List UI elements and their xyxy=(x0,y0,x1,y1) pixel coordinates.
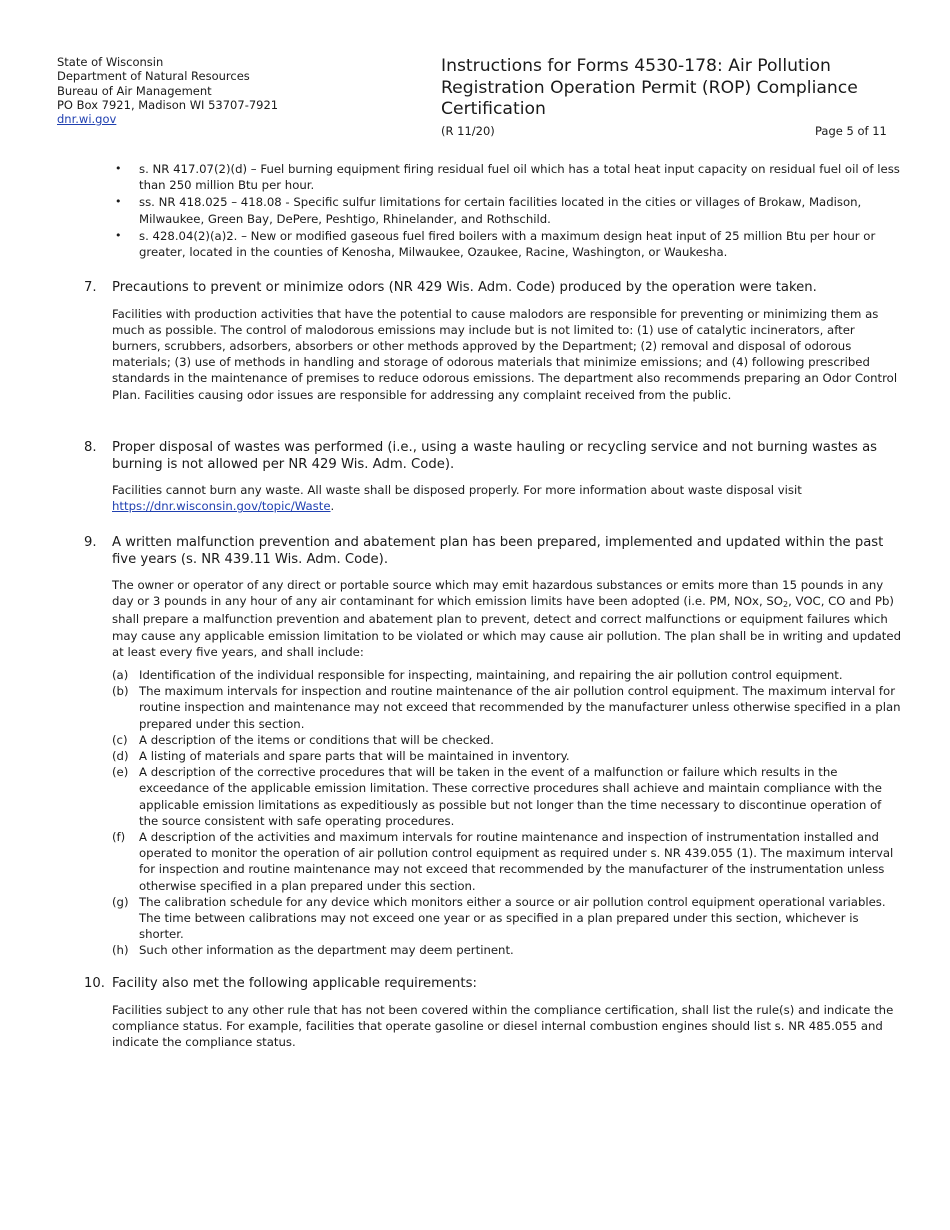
section-heading: Facility also met the following applicable requirements: xyxy=(112,976,477,991)
subscript-two: 2 xyxy=(783,600,789,610)
section-heading: A written malfunction prevention and abatement plan has been prepared, implemented and updated within the past five years (s. NR 439.11 Wis. Adm. Code). xyxy=(112,535,884,567)
link-suffix: . xyxy=(330,499,335,514)
section-body xyxy=(112,482,904,514)
section-heading: Proper disposal of wastes was performed (i.e., using a waste hauling or recycling service and not burning wastes as burning is not allowed per NR 429 Wis. Adm. Code). xyxy=(112,440,878,472)
plan-requirement-item xyxy=(112,942,904,958)
item-text: A description of the activities and maximum intervals for routine maintenance and inspection of instrumentation installed and operated to monitor the operation of air pollution control equipment as required under s. NR 439.055 (1). The maximum interval for inspection and routine maintenance may not exceed that recommended by the manufacturer of the instrumentation unless otherwise specified in a plan prepared under this section. xyxy=(139,830,894,893)
plan-requirement-item xyxy=(112,667,904,683)
item-text: A listing of materials and spare parts that will be maintained in inventory. xyxy=(139,749,570,764)
page-number: Page 5 of 11 xyxy=(815,124,887,138)
item-letter: (c) xyxy=(112,732,128,747)
section-body-text: The owner or operator of any direct or portable source which may emit hazardous substances or emits more than 15 pounds in any day or 3 pounds in any hour of any air contaminant for which emission limits have been adopted (i.e. PM, NOx, SO xyxy=(112,578,884,609)
agency-line-state: State of Wisconsin xyxy=(57,55,164,69)
section-number: 9. xyxy=(84,535,97,550)
plan-requirement-item xyxy=(112,683,904,732)
section-number: 10. xyxy=(84,976,105,991)
agency-line-department: Department of Natural Resources xyxy=(57,69,250,84)
agency-address-block xyxy=(57,55,278,126)
plan-requirement-item xyxy=(112,829,904,894)
item-letter: (d) xyxy=(112,749,129,764)
section-9 xyxy=(84,535,904,959)
bullet-item: • ss. NR 418.025 – 418.08 - Specific sulfur limitations for certain facilities located in the cities or villages of Brokaw, Madison, Milwaukee, Green Bay, DePere, Peshtigo, Rhinelander, and Rothschild. xyxy=(115,194,905,226)
section-number: 8. xyxy=(84,440,97,455)
item-text: The calibration schedule for any device which monitors either a source or air pollution control equipment operational variables. The time between calibrations may not exceed one year or as specified in a plan prepared under this section, whichever is shorter. xyxy=(139,894,886,942)
section-body xyxy=(112,577,904,660)
plan-requirements-list xyxy=(112,667,904,959)
section-heading: Precautions to prevent or minimize odors (NR 429 Wis. Adm. Code) produced by the operation were taken. xyxy=(112,280,817,295)
agency-line-bureau: Bureau of Air Management xyxy=(57,83,212,98)
bullet-item: • s. 428.04(2)(a)2. – New or modified gaseous fuel fired boilers with a maximum design heat input of 25 million Btu per hour or greater, located in the counties of Kenosha, Milwaukee, Ozaukee, Racine, Washington, or Waukesha. xyxy=(115,228,905,260)
section-body-text-cont: , VOC, CO and Pb) shall prepare a malfunction prevention and abatement plan to prevent, detect and correct malfunctions or equipment failures which may cause any applicable emission limitation to be violated or which may cause air pollution. The plan shall be in writing and updated at least every five years, and shall include: xyxy=(112,594,901,659)
item-text: Identification of the individual responsible for inspecting, maintaining, and repairing the air pollution control equipment. xyxy=(139,668,843,683)
section-body-text: Facilities cannot burn any waste. All waste shall be disposed properly. For more information about waste disposal visit xyxy=(112,483,802,497)
item-letter: (b) xyxy=(112,684,129,699)
item-text: A description of the corrective procedures that will be taken in the event of a malfunction or failure which results in the exceedance of the applicable emission limitation. These corrective procedures shall achieve and maintain compliance with the applicable emission limitations as expeditiously as possible but not longer than the time necessary to discontinue operation of the source consistent with safe operating procedures. xyxy=(139,765,882,828)
item-letter: (g) xyxy=(112,894,129,909)
section-8 xyxy=(84,440,904,514)
bullet-item: • s. NR 417.07(2)(d) – Fuel burning equipment firing residual fuel oil which has a total heat input capacity on residual fuel oil of less than 250 million Btu per hour. xyxy=(115,161,905,193)
item-letter: (a) xyxy=(112,668,129,683)
item-text: Such other information as the department may deem pertinent. xyxy=(139,943,514,958)
item-letter: (e) xyxy=(112,765,129,780)
website-link[interactable]: dnr.wi.gov xyxy=(57,112,117,127)
item-text: The maximum intervals for inspection and routine maintenance of the air pollution control equipment. The maximum interval for routine inspection and maintenance may not exceed that recommended by the manufacturer unless otherwise specified in a plan prepared under this section. xyxy=(139,684,901,731)
section-body: Facilities with production activities that have the potential to cause malodors are responsible for preventing or minimizing them as much as possible. The control of malodorous emissions may include but is not limited to: (1) use of catalytic incinerators, after burners, scrubbers, adsorbers, absorbers or other methods approved by the Department; (2) removal and disposal of odorous materials; (3) use of methods in handling and storage of odorous materials that minimize emissions; and (4) following prescribed standards in the maintenance of premises to reduce odorous emissions. The department also recommends preparing an Odor Control Plan. Facilities causing odor issues are responsible for addressing any complaint received from the public. xyxy=(112,306,898,402)
agency-line-address: PO Box 7921, Madison WI 53707-7921 xyxy=(57,97,279,112)
section-body: Facilities subject to any other rule that has not been covered within the compliance certification, shall list the rule(s) and indicate the compliance status. For example, facilities that operate gasoline or diesel internal combustion engines should list s. NR 485.055 and indicate the compliance status. xyxy=(112,1002,894,1049)
item-letter: (f) xyxy=(112,830,126,845)
section-10 xyxy=(84,976,904,1050)
rule-bullet-list xyxy=(115,161,905,261)
section-number: 7. xyxy=(84,280,97,295)
plan-requirement-item xyxy=(112,748,904,764)
plan-requirement-item xyxy=(112,894,904,943)
revision-date: (R 11/20) xyxy=(441,124,495,138)
document-title: Instructions for Forms 4530-178: Air Pollution Registration Operation Permit (ROP) Compliance Certification xyxy=(441,56,858,119)
item-text: A description of the items or conditions that will be checked. xyxy=(139,732,494,747)
plan-requirement-item xyxy=(112,764,904,829)
item-letter: (h) xyxy=(112,943,129,958)
plan-requirement-item xyxy=(112,732,904,748)
section-7 xyxy=(84,280,904,403)
waste-topic-link[interactable]: https://dnr.wisconsin.gov/topic/Waste xyxy=(112,499,331,514)
